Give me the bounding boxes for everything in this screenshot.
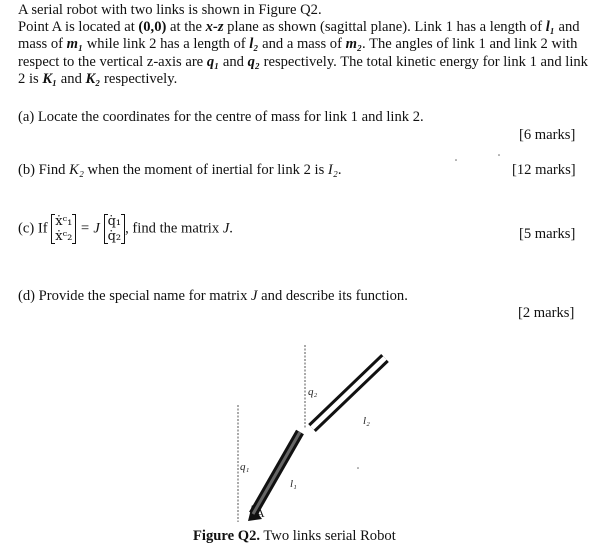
velocity-vector: ẋᶜ₁ ẋᶜ₂ xyxy=(51,214,76,244)
figure-caption: Figure Q2. Two links serial Robot xyxy=(193,528,396,544)
stray-mark xyxy=(455,159,457,161)
marks-d: [2 marks] xyxy=(518,305,575,321)
intro-paragraph: Point A is located at (0,0) at the x-z plane as shown (sagittal plane). Link 1 has a length of l₁ and mass of m₁ while link 2 has a length of l₂ and a mass of m₂. The angles of link 1 and link 2 with respect to the vertical z-axis are q₁ and q₂ respectively. The total kinetic energy for link 1 and link 2 is K₁ and K₂ respectively. xyxy=(18,19,588,87)
var-m2: m₂ xyxy=(345,36,363,53)
equals-J: = J xyxy=(79,220,100,237)
label-q2: q₂ xyxy=(308,386,318,398)
question-c: (c) If ẋᶜ₁ ẋᶜ₂ = J q̇₁ q̇₂ , find the matrix J. xyxy=(18,214,233,244)
var-K1: K₁ xyxy=(42,70,58,87)
label-l2: l₂ xyxy=(363,415,370,427)
var-I2: I₂ xyxy=(327,162,338,178)
link-1 xyxy=(253,432,300,514)
var-q1: q₁ xyxy=(206,53,220,70)
var-l2: l₂ xyxy=(249,36,259,53)
marks-b: [12 marks] xyxy=(512,162,576,178)
question-d: (d) Provide the special name for matrix J and describe its function. xyxy=(18,288,408,304)
var-m1: m₁ xyxy=(66,36,84,53)
marks-a: [6 marks] xyxy=(519,127,576,143)
var-K2: K₂ xyxy=(85,70,101,87)
intro-line: A serial robot with two links is shown in Figure Q2. xyxy=(18,2,322,18)
plane-name: x-z xyxy=(205,19,224,36)
var-J: J xyxy=(251,288,258,304)
var-l1: l₁ xyxy=(545,19,555,36)
origin-coordinate: (0,0) xyxy=(138,19,167,36)
stray-mark xyxy=(498,154,500,156)
var-q2: q₂ xyxy=(247,53,260,70)
var-K2: K₂ xyxy=(69,162,84,178)
stray-mark xyxy=(357,467,359,469)
marks-c: [5 marks] xyxy=(519,226,576,242)
label-A: A xyxy=(256,506,265,520)
joint-rate-vector: q̇₁ q̇₂ xyxy=(104,214,126,244)
question-a: (a) Locate the coordinates for the centre of mass for link 1 and link 2. xyxy=(18,109,424,125)
label-l1: l₁ xyxy=(290,478,297,490)
link-2 xyxy=(312,358,385,428)
var-J: J xyxy=(222,220,230,237)
label-q1: q₁ xyxy=(240,461,250,473)
question-b: (b) Find K₂ when the moment of inertial for link 2 is I₂. xyxy=(18,162,342,178)
